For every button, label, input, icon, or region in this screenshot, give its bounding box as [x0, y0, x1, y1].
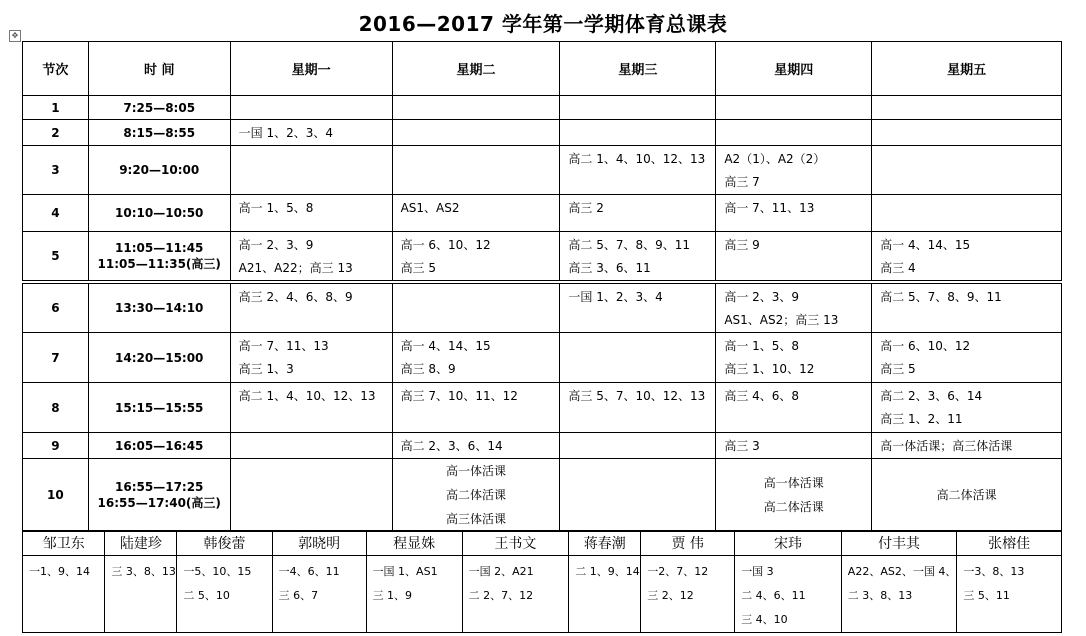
class-cell-wed[interactable] — [560, 232, 716, 283]
class-cell-wed[interactable] — [560, 383, 716, 433]
class-entry: 高三 3、6、11 — [568, 261, 651, 275]
teacher-class-entry: 三 5、11 — [963, 589, 1010, 602]
teacher-classes[interactable] — [272, 556, 366, 633]
class-entry: 高二 5、7、8、9、11 — [880, 290, 1002, 304]
class-entry: 高二 1、4、10、12、13 — [238, 389, 376, 403]
period-number: 4 — [23, 195, 89, 232]
class-entry: 高三 5、7、10、12、13 — [568, 389, 706, 403]
teacher-classes[interactable] — [841, 556, 957, 633]
teacher-name: 付丰其 — [841, 531, 957, 556]
page-title: 2016—2017 学年第一学期体育总课表 — [358, 12, 728, 36]
period-time — [88, 232, 230, 283]
class-entry: 高二体活课 — [445, 488, 506, 502]
teacher-class-entry: 三 1、9 — [372, 589, 413, 602]
class-cell-thu[interactable] — [716, 232, 872, 283]
class-entry: 高一 6、10、12 — [400, 238, 491, 252]
class-entry: 高二体活课 — [936, 488, 997, 502]
table-row — [23, 96, 1062, 120]
period-time — [88, 282, 230, 333]
class-entry: 高三 2、4、6、8、9 — [238, 290, 353, 304]
class-cell-fri[interactable] — [872, 232, 1062, 283]
class-cell-tue[interactable] — [392, 282, 560, 333]
class-entry: 高一 7、11、13 — [238, 339, 329, 353]
class-cell-wed[interactable] — [560, 146, 716, 195]
class-entry: 高二 2、3、6、14 — [400, 439, 503, 453]
teacher-name: 韩俊蕾 — [177, 531, 272, 556]
class-entry: 高一 7、11、13 — [724, 201, 815, 215]
class-entry: 高一 4、14、15 — [880, 238, 971, 252]
time-line: 16:55—17:40(高三) — [97, 495, 221, 510]
class-cell-mon[interactable] — [230, 433, 392, 459]
class-cell-wed[interactable] — [560, 195, 716, 232]
class-entry: 高一 1、5、8 — [724, 339, 800, 353]
class-cell-fri[interactable] — [872, 459, 1062, 532]
period-number: 8 — [23, 383, 89, 433]
class-cell-thu[interactable] — [716, 383, 872, 433]
teacher-class-entry: 一国 2、A21 — [468, 565, 534, 578]
teacher-class-entry: A22、AS2、一国 4、 — [847, 565, 957, 578]
teacher-name: 张榕佳 — [957, 531, 1062, 556]
class-entry: 一国 1、2、3、4 — [238, 126, 334, 140]
class-cell-fri[interactable] — [872, 96, 1062, 120]
class-entry: A21、A22；高三 13 — [238, 261, 353, 275]
class-entry: 高三 2 — [568, 201, 604, 215]
table-row — [23, 232, 1062, 283]
teacher-classes[interactable] — [569, 556, 641, 633]
period-time — [88, 333, 230, 383]
teacher-class-entry: 一5、10、15 — [183, 565, 252, 578]
class-cell-tue[interactable] — [392, 232, 560, 283]
time-line: 11:05—11:45 — [115, 240, 204, 255]
header-thursday: 星期四 — [716, 42, 872, 96]
period-time — [88, 96, 230, 120]
teacher-name: 程显姝 — [366, 531, 462, 556]
class-entry: 高二 1、4、10、12、13 — [568, 152, 706, 166]
table-row — [23, 433, 1062, 459]
class-cell-thu[interactable] — [716, 146, 872, 195]
time-line: 10:10—10:50 — [115, 206, 204, 220]
teacher-class-entry: 一国 3 — [741, 565, 774, 578]
teacher-class-entry: 一4、6、11 — [278, 565, 340, 578]
class-entry: 高一体活课；高三体活课 — [880, 439, 1013, 453]
class-entry: 高二 5、7、8、9、11 — [568, 238, 691, 252]
class-cell-mon[interactable] — [230, 120, 392, 146]
time-line: 13:30—14:10 — [115, 301, 204, 315]
class-entry: 高一 6、10、12 — [880, 339, 971, 353]
class-cell-mon[interactable] — [230, 383, 392, 433]
class-entry: 高二体活课 — [763, 500, 824, 514]
teacher-name-row — [23, 531, 1062, 556]
teacher-name: 陆建珍 — [105, 531, 177, 556]
class-cell-wed[interactable] — [560, 282, 716, 333]
time-line: 16:55—17:25 — [115, 479, 204, 494]
class-entry: 高三 5 — [400, 261, 437, 275]
class-cell-tue[interactable] — [392, 333, 560, 383]
class-entry: 高三 7 — [724, 175, 760, 189]
class-cell-tue[interactable] — [392, 459, 560, 532]
period-number: 3 — [23, 146, 89, 195]
class-entry: 高三 1、2、11 — [880, 412, 963, 426]
class-cell-fri[interactable] — [872, 333, 1062, 383]
class-cell-mon[interactable] — [230, 282, 392, 333]
period-number: 7 — [23, 333, 89, 383]
class-cell-mon[interactable] — [230, 96, 392, 120]
class-entry: 高三 4、6、8 — [724, 389, 800, 403]
class-entry: 高三 8、9 — [400, 362, 456, 376]
table-move-handle-icon[interactable]: ✥ — [9, 30, 21, 42]
teacher-class-entry: 二 3、8、13 — [847, 589, 913, 602]
class-entry: AS1、AS2；高三 13 — [724, 313, 839, 327]
header-wednesday: 星期三 — [560, 42, 716, 96]
teacher-class-entry: 二 2、7、12 — [468, 589, 534, 602]
class-entry: 高一体活课 — [763, 476, 824, 490]
header-period: 节次 — [23, 42, 89, 96]
period-number: 2 — [23, 120, 89, 146]
class-cell-thu[interactable] — [716, 433, 872, 459]
class-cell-wed[interactable] — [560, 459, 716, 532]
teacher-classes[interactable] — [735, 556, 842, 633]
schedule-table — [22, 41, 1062, 532]
time-line: 11:05—11:35(高三) — [97, 256, 221, 271]
class-cell-thu[interactable] — [716, 120, 872, 146]
time-line: 15:15—15:55 — [115, 400, 204, 415]
table-row — [23, 146, 1062, 195]
period-time — [88, 433, 230, 459]
teacher-class-entry: 二 1、9、14 — [575, 565, 640, 578]
class-cell-tue[interactable] — [392, 120, 560, 146]
header-monday: 星期一 — [230, 42, 392, 96]
teacher-class-entry: 三 4、10 — [741, 613, 788, 626]
class-cell-fri[interactable] — [872, 383, 1062, 433]
table-row — [23, 383, 1062, 433]
teacher-class-entry: 一国 1、AS1 — [372, 565, 438, 578]
class-cell-thu[interactable] — [716, 96, 872, 120]
period-number: 9 — [23, 433, 89, 459]
period-number: 5 — [23, 232, 89, 283]
class-cell-wed[interactable] — [560, 120, 716, 146]
class-cell-tue[interactable] — [392, 195, 560, 232]
period-time — [88, 383, 230, 433]
class-entry: 高三 5 — [880, 362, 916, 376]
class-cell-fri[interactable] — [872, 146, 1062, 195]
class-cell-tue[interactable] — [392, 433, 560, 459]
class-cell-tue[interactable] — [392, 96, 560, 120]
class-cell-thu[interactable] — [716, 195, 872, 232]
teacher-class-entry: 一1、9、14 — [29, 565, 90, 578]
teacher-name: 郭晓明 — [272, 531, 366, 556]
teacher-classes[interactable] — [957, 556, 1062, 633]
teacher-class-entry: 一2、7、12 — [647, 565, 709, 578]
teacher-class-entry: 一3、8、13 — [963, 565, 1025, 578]
teacher-class-entry: 二 5、10 — [183, 589, 230, 602]
time-line: 7:25—8:05 — [123, 100, 196, 115]
class-cell-fri[interactable] — [872, 195, 1062, 232]
class-entry: 高三 9 — [724, 238, 760, 252]
teacher-name: 贾 伟 — [641, 531, 735, 556]
header-row — [23, 42, 1062, 96]
period-time — [88, 120, 230, 146]
class-entry: 高一体活课 — [445, 464, 506, 478]
class-entry: 高三 3 — [724, 439, 760, 453]
class-entry: 高三 1、10、12 — [724, 362, 815, 376]
time-line: 9:20—10:00 — [119, 163, 200, 177]
teacher-classes[interactable] — [462, 556, 569, 633]
teacher-class-entry: 三 2、12 — [647, 589, 694, 602]
class-cell-mon[interactable] — [230, 232, 392, 283]
table-row — [23, 120, 1062, 146]
teacher-classes[interactable] — [177, 556, 272, 633]
teacher-name: 宋玮 — [735, 531, 842, 556]
teacher-class-row — [23, 556, 1062, 633]
teacher-classes[interactable] — [366, 556, 462, 633]
class-cell-thu[interactable] — [716, 333, 872, 383]
class-cell-mon[interactable] — [230, 146, 392, 195]
class-entry: 高一 2、3、9 — [238, 238, 314, 252]
teacher-name: 邹卫东 — [23, 531, 105, 556]
time-line: 14:20—15:00 — [115, 350, 204, 365]
class-cell-wed[interactable] — [560, 96, 716, 120]
class-cell-mon[interactable] — [230, 195, 392, 232]
class-cell-fri[interactable] — [872, 282, 1062, 333]
table-row — [23, 459, 1062, 532]
class-cell-mon[interactable] — [230, 459, 392, 532]
period-number: 10 — [23, 459, 89, 532]
class-entry: 高二 2、3、6、14 — [880, 389, 983, 403]
time-line: 16:05—16:45 — [115, 438, 204, 453]
teacher-classes[interactable] — [641, 556, 735, 633]
table-row — [23, 282, 1062, 333]
class-cell-fri[interactable] — [872, 433, 1062, 459]
teacher-class-entry: 三 6、7 — [278, 589, 319, 602]
header-time: 时 间 — [88, 42, 230, 96]
teacher-name: 王书文 — [462, 531, 569, 556]
class-entry: 高三 7、10、11、12 — [400, 389, 518, 403]
table-row — [23, 333, 1062, 383]
class-entry: 高一 2、3、9 — [724, 290, 800, 304]
header-tuesday: 星期二 — [392, 42, 560, 96]
time-line: 8:15—8:55 — [123, 125, 196, 140]
class-cell-mon[interactable] — [230, 333, 392, 383]
period-time — [88, 459, 230, 532]
class-cell-thu[interactable] — [716, 459, 872, 532]
period-time — [88, 195, 230, 232]
teacher-class-entry: 三 3、8、13 — [111, 565, 176, 578]
class-entry: 高一 4、14、15 — [400, 339, 491, 353]
class-entry: 高三体活课 — [445, 512, 506, 526]
class-cell-thu[interactable] — [716, 282, 872, 333]
header-friday: 星期五 — [872, 42, 1062, 96]
class-entry: A2（1）、A2（2） — [724, 152, 826, 166]
class-cell-wed[interactable] — [560, 333, 716, 383]
class-cell-tue[interactable] — [392, 146, 560, 195]
period-time — [88, 146, 230, 195]
teacher-table — [22, 530, 1062, 633]
class-entry: 一国 1、2、3、4 — [568, 290, 663, 304]
class-entry: 高三 1、3 — [238, 362, 294, 376]
class-entry: 高三 4 — [880, 261, 916, 275]
period-number: 6 — [23, 282, 89, 333]
class-cell-tue[interactable] — [392, 383, 560, 433]
teacher-class-entry: 二 4、6、11 — [741, 589, 806, 602]
teacher-classes[interactable] — [23, 556, 105, 633]
class-cell-wed[interactable] — [560, 433, 716, 459]
class-entry: AS1、AS2 — [400, 201, 460, 215]
teacher-name: 蒋春潮 — [569, 531, 641, 556]
teacher-classes[interactable] — [105, 556, 177, 633]
class-cell-fri[interactable] — [872, 120, 1062, 146]
table-row — [23, 195, 1062, 232]
period-number: 1 — [23, 96, 89, 120]
class-entry: 高一 1、5、8 — [238, 201, 314, 215]
